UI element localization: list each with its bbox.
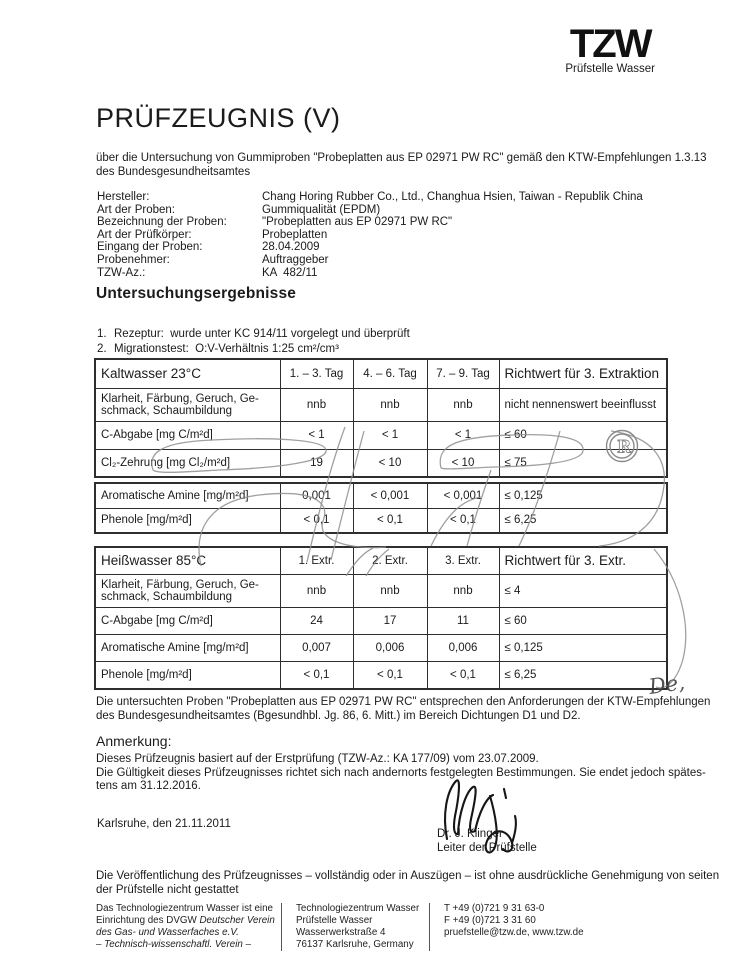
table-row bbox=[95, 508, 667, 533]
parameter-cell: Aromatische Amine [mg/m²d] bbox=[95, 634, 280, 661]
detail-label: TZW-Az.: bbox=[97, 266, 146, 279]
limit-cell: ≤ 75 bbox=[499, 449, 667, 477]
value-cell: 0,007 bbox=[280, 634, 353, 661]
value-cell: < 0,1 bbox=[353, 508, 427, 533]
limit-cell: ≤ 60 bbox=[499, 607, 667, 634]
table-title-cell: Kaltwasser 23°C bbox=[95, 359, 280, 388]
registered-r-glyph: R bbox=[617, 437, 632, 458]
parameter-cell: Aromatische Amine [mg/m²d] bbox=[95, 483, 280, 508]
amine-phenole-table bbox=[94, 482, 668, 534]
table-row bbox=[95, 388, 667, 421]
tzw-logo-subtitle: Prüfstelle Wasser bbox=[565, 63, 655, 75]
detail-row bbox=[97, 267, 643, 280]
place-date: Karlsruhe, den 21.11.2011 bbox=[97, 818, 231, 830]
footer-line: F +49 (0)721 3 31 60 bbox=[444, 915, 536, 926]
footer-address-column bbox=[281, 903, 429, 951]
intro-paragraph bbox=[96, 151, 716, 179]
value-cell: < 0,1 bbox=[280, 661, 353, 689]
table-row bbox=[95, 634, 667, 661]
footer-line bbox=[96, 903, 281, 915]
value-cell: < 1 bbox=[353, 421, 427, 449]
table-row bbox=[95, 574, 667, 607]
detail-value: Auftraggeber bbox=[262, 253, 329, 266]
detail-label: Eingang der Proben: bbox=[97, 241, 203, 254]
footer bbox=[96, 903, 584, 951]
limit-cell: ≤ 6,25 bbox=[499, 661, 667, 689]
detail-value: KA 482/11 bbox=[262, 266, 318, 279]
note-line bbox=[97, 342, 410, 357]
footer-line: Wasserwerkstraße 4 bbox=[296, 927, 386, 938]
signatory-name: Dr. J. Klinger bbox=[437, 828, 503, 840]
table-row bbox=[95, 449, 667, 477]
detail-value: Chang Horing Rubber Co., Ltd., Changhua Hsien, Taiwan - Republik China bbox=[262, 191, 643, 203]
parameter-cell: Cl₂-Zehrung [mg Cl₂/m²d] bbox=[95, 449, 280, 477]
heisswasser-table bbox=[94, 546, 668, 690]
footer-text: Einrichtung des DVGW bbox=[96, 915, 200, 926]
results-heading: Untersuchungsergebnisse bbox=[96, 285, 297, 302]
value-cell: nnb bbox=[353, 574, 427, 607]
note-number: 2. bbox=[97, 342, 107, 355]
detail-row bbox=[97, 191, 643, 204]
value-cell: 11 bbox=[427, 607, 499, 634]
value-cell: nnb bbox=[280, 388, 353, 421]
remark-line: tens am 31.12.2016. bbox=[96, 780, 201, 792]
limit-cell: nicht nennenswert beeinflusst bbox=[499, 388, 667, 421]
signatory-role: Leiter der Prüfstelle bbox=[437, 841, 537, 854]
footer-contact-column bbox=[429, 903, 584, 951]
intro-line: über die Untersuchung von Gummiproben "Probeplatten aus EP 02971 PW RC" gemäß den KTW-Empfehlungen 1.3.13 bbox=[96, 152, 707, 164]
page-title: PRÜFZEUGNIS (V) bbox=[96, 103, 341, 133]
detail-row bbox=[97, 216, 643, 229]
detail-value: Probeplatten bbox=[262, 228, 328, 241]
conclusion-paragraph bbox=[96, 695, 721, 723]
note-text: Migrationstest: O:V-Verhältnis 1:25 cm²/cm³ bbox=[114, 342, 339, 355]
limit-cell: ≤ 0,125 bbox=[499, 483, 667, 508]
value-cell: 0,001 bbox=[280, 483, 353, 508]
tzw-logo-wordmark: TZW bbox=[569, 22, 651, 66]
remark-line: Die Gültigkeit dieses Prüfzeugnisses richtet sich nach andernorts festgelegten Bestimmungen. Sie endet jedoch spätes- bbox=[96, 766, 706, 779]
value-cell: < 0,1 bbox=[427, 508, 499, 533]
parameter-cell: Phenole [mg/m²d] bbox=[95, 508, 280, 533]
value-cell: < 0,1 bbox=[280, 508, 353, 533]
detail-label: Hersteller: bbox=[97, 191, 150, 203]
value-cell: < 0,001 bbox=[427, 483, 499, 508]
column-header: 2. Extr. bbox=[353, 547, 427, 574]
column-header: Richtwert für 3. Extraktion bbox=[499, 359, 667, 388]
footer-line: pruefstelle@tzw.de, www.tzw.de bbox=[444, 927, 584, 938]
footer-text-italic: des Gas- und Wasserfaches e.V. bbox=[96, 927, 239, 938]
value-cell: 0,006 bbox=[427, 634, 499, 661]
limit-cell: ≤ 60 bbox=[499, 421, 667, 449]
value-cell: nnb bbox=[427, 574, 499, 607]
footer-line: 76137 Karlsruhe, Germany bbox=[296, 939, 414, 950]
detail-label: Art der Proben: bbox=[97, 203, 175, 216]
table-header-row bbox=[95, 547, 667, 574]
parameter-cell: Phenole [mg/m²d] bbox=[95, 661, 280, 689]
value-cell: < 0,001 bbox=[353, 483, 427, 508]
parameter-cell: Klarheit, Färbung, Geruch, Ge-schmack, Schaumbildung bbox=[95, 388, 280, 421]
value-cell: 0,006 bbox=[353, 634, 427, 661]
detail-row bbox=[97, 229, 643, 242]
footer-line: T +49 (0)721 9 31 63-0 bbox=[444, 903, 545, 914]
detail-label: Art der Prüfkörper: bbox=[97, 228, 192, 241]
parameter-cell: Klarheit, Färbung, Geruch, Ge-schmack, Schaumbildung bbox=[95, 574, 280, 607]
value-cell: nnb bbox=[427, 388, 499, 421]
value-cell: < 1 bbox=[427, 421, 499, 449]
footer-line bbox=[96, 915, 281, 927]
table-row bbox=[95, 421, 667, 449]
table-row bbox=[95, 661, 667, 689]
footer-line: Prüfstelle Wasser bbox=[296, 915, 373, 926]
parameter-cell: C-Abgabe [mg C/m²d] bbox=[95, 421, 280, 449]
intro-line: des Bundesgesundheitsamtes bbox=[96, 166, 251, 178]
footer-line bbox=[96, 939, 281, 951]
value-cell: < 10 bbox=[427, 449, 499, 477]
column-header: Richtwert für 3. Extr. bbox=[499, 547, 667, 574]
column-header: 1. – 3. Tag bbox=[280, 359, 353, 388]
detail-label: Probenehmer: bbox=[97, 253, 170, 266]
detail-row bbox=[97, 241, 643, 254]
value-cell: 19 bbox=[280, 449, 353, 477]
conclusion-line: des Bundesgesundheitsamtes (Bgesundhbl. Jg. 86, 6. Mitt.) im Bereich Dichtungen D1 und D2. bbox=[96, 710, 581, 722]
handwritten-scribble: De, bbox=[647, 670, 687, 699]
detail-value: 28.04.2009 bbox=[262, 241, 320, 254]
value-cell: nnb bbox=[280, 574, 353, 607]
value-cell: 24 bbox=[280, 607, 353, 634]
value-cell: < 10 bbox=[353, 449, 427, 477]
column-header: 3. Extr. bbox=[427, 547, 499, 574]
detail-label: Bezeichnung der Proben: bbox=[97, 216, 227, 229]
publication-note-line: der Prüfstelle nicht gestattet bbox=[96, 884, 239, 896]
note-line bbox=[97, 327, 410, 342]
detail-value: "Probeplatten aus EP 02971 PW RC" bbox=[262, 216, 453, 229]
table-header-row bbox=[95, 359, 667, 388]
footer-text-italic: Deutscher Verein bbox=[199, 915, 275, 926]
value-cell: nnb bbox=[353, 388, 427, 421]
signatory-block bbox=[437, 828, 537, 855]
publication-note bbox=[96, 869, 721, 897]
note-number: 1. bbox=[97, 328, 107, 340]
table-title-cell: Heißwasser 85°C bbox=[95, 547, 280, 574]
value-cell: 17 bbox=[353, 607, 427, 634]
method-notes bbox=[97, 327, 410, 356]
value-cell: < 0,1 bbox=[427, 661, 499, 689]
detail-value: Gummiqualität (EPDM) bbox=[262, 203, 381, 216]
remark-heading: Anmerkung: bbox=[96, 733, 172, 749]
value-cell: < 0,1 bbox=[353, 661, 427, 689]
parameter-cell: C-Abgabe [mg C/m²d] bbox=[95, 607, 280, 634]
footer-org-column bbox=[96, 903, 281, 951]
sample-details bbox=[97, 191, 643, 279]
footer-text-italic: – Technisch-wissenschaftl. Verein – bbox=[96, 939, 252, 950]
value-cell: < 1 bbox=[280, 421, 353, 449]
table-row bbox=[95, 483, 667, 508]
footer-line: Technologiezentrum Wasser bbox=[296, 903, 420, 914]
detail-row bbox=[97, 204, 643, 217]
note-text: Rezeptur: wurde unter KC 914/11 vorgelegt und überprüft bbox=[114, 328, 410, 340]
footer-text: Das Technologiezentrum Wasser ist eine bbox=[96, 903, 273, 914]
limit-cell: ≤ 6,25 bbox=[499, 508, 667, 533]
table-row bbox=[95, 607, 667, 634]
conclusion-line: Die untersuchten Proben "Probeplatten aus EP 02971 PW RC" entsprechen den Anforderungen der KTW-Empfehlungen bbox=[96, 696, 711, 708]
footer-line bbox=[96, 927, 281, 939]
publication-note-line: Die Veröffentlichung des Prüfzeugnisses – vollständig oder in Auszügen – ist ohne ausdrückliche Genehmigung von seiten bbox=[96, 870, 720, 882]
remark-paragraph bbox=[96, 753, 721, 794]
kaltwasser-table bbox=[94, 358, 668, 478]
limit-cell: ≤ 4 bbox=[499, 574, 667, 607]
remark-line: Dieses Prüfzeugnis basiert auf der Erstprüfung (TZW-Az.: KA 177/09) vom 23.07.2009. bbox=[96, 753, 539, 765]
column-header: 4. – 6. Tag bbox=[353, 359, 427, 388]
tzw-logo bbox=[565, 22, 655, 75]
detail-row bbox=[97, 254, 643, 267]
column-header: 7. – 9. Tag bbox=[427, 359, 499, 388]
limit-cell: ≤ 0,125 bbox=[499, 634, 667, 661]
column-header: 1. Extr. bbox=[280, 547, 353, 574]
